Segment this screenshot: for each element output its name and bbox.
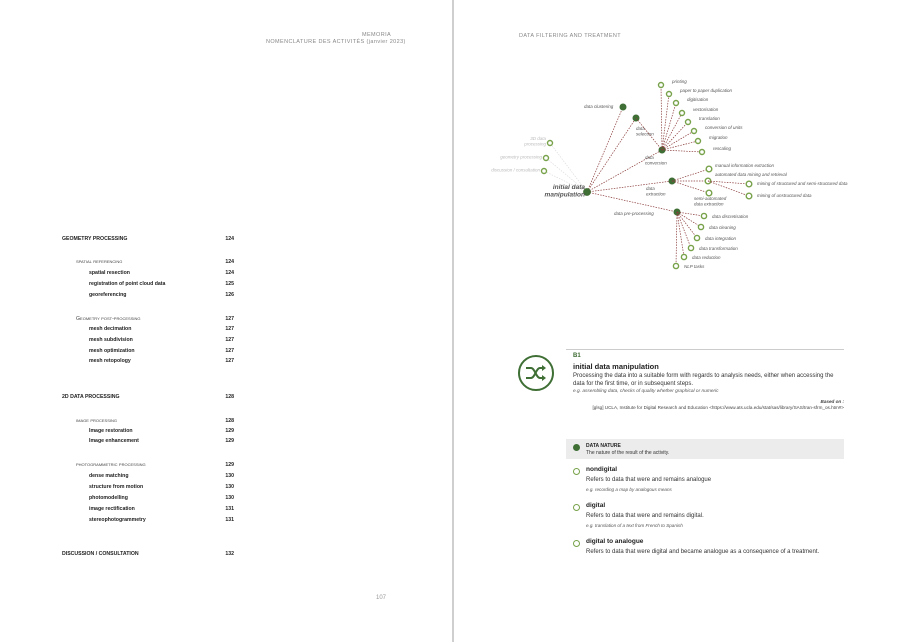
toc-entry-page: 129: [225, 428, 234, 434]
diagram-label: discussion / consultation: [491, 167, 540, 173]
toc-entry-page: 127: [225, 316, 234, 322]
diagram-label: rescaling: [713, 146, 732, 151]
page-number: 107: [376, 595, 387, 601]
toc-entry-label: photogrammetric processing: [76, 462, 146, 468]
diagram-label: migration: [709, 135, 728, 140]
diagram-leaf-node: [696, 139, 701, 144]
option-bullet: [573, 540, 580, 547]
toc-entry-label: spatial resection: [89, 270, 130, 276]
toc-entry-page: 129: [225, 462, 234, 468]
diagram-label: data discretisation: [712, 214, 749, 219]
toc-entry-label: Image enhancement: [89, 438, 139, 444]
diagram-label: translation: [699, 116, 720, 121]
toc-entry-page: 131: [225, 517, 234, 523]
toc-entry-label: mesh subdivision: [89, 337, 133, 343]
diagram-label: printing: [672, 79, 687, 84]
diagram-faded-node: [544, 156, 549, 161]
right-header: DATA FILTERING AND TREATMENT: [519, 33, 622, 39]
option-description: Refers to data that were digital and became analogue as a consequence of a treatment.: [586, 549, 820, 555]
diagram-edge: [587, 118, 636, 192]
data-nature-title: DATA NATURE: [586, 443, 621, 449]
toc-entry-page: 127: [225, 348, 234, 354]
diagram-label: data pre-processing: [614, 211, 654, 216]
diagram-label: data clustering: [584, 104, 614, 109]
diagram-label: digitisation: [687, 97, 709, 102]
left-header-title: MEMORIA: [362, 32, 392, 38]
diagram-edge: [677, 212, 684, 257]
based-on-label: Based on :: [820, 399, 844, 404]
diagram-leaf-node: [674, 101, 679, 106]
left-header-subtitle: NOMENCLATURE DES ACTIVITÉS (janvier 2023): [266, 39, 406, 45]
toc-entry-page: 125: [225, 281, 234, 287]
toc-entry-label: structure from motion: [89, 484, 144, 490]
diagram-leaf-node: [667, 92, 672, 97]
diagram-label: data transformation: [699, 246, 738, 251]
toc-entry-label: Geometry post-processing: [76, 316, 141, 322]
diagram-leaf-node: [706, 190, 712, 196]
toc-entry-label: photomodelling: [89, 495, 128, 501]
option-bullet: [573, 468, 580, 475]
activity-rule: [566, 349, 844, 350]
diagram-edge: [587, 181, 672, 192]
toc-entry-label: spatial referencing: [76, 259, 123, 265]
toc-entry-label: mesh retopology: [89, 358, 131, 364]
diagram-edge: [677, 212, 704, 216]
activity-diagram: [454, 0, 908, 300]
option-description: Refers to data that were and remains digital.: [586, 513, 704, 519]
diagram-edge: [677, 212, 691, 248]
diagram-edge: [677, 212, 697, 238]
diagram-label: processing: [524, 141, 546, 147]
toc-entry[interactable]: [62, 484, 234, 490]
diagram-label: manipulation: [544, 191, 585, 199]
diagram-label: conversion of units: [705, 125, 743, 130]
toc-entry-label: georeferencing: [89, 292, 127, 298]
diagram-edge: [672, 169, 709, 181]
diagram-edge: [587, 107, 623, 192]
diagram-label: data: [645, 155, 654, 160]
toc-entry[interactable]: [62, 292, 234, 298]
diagram-label: initial data: [552, 184, 585, 191]
diagram-label: extraction: [646, 191, 666, 197]
diagram-edge: [708, 181, 749, 196]
toc-entry-page: 128: [225, 418, 234, 424]
diagram-edge: [676, 212, 677, 266]
toc-entry-label: GEOMETRY PROCESSING: [62, 236, 128, 242]
toc-entry[interactable]: [62, 270, 234, 276]
toc-entry[interactable]: [62, 337, 234, 343]
toc-entry-label: registration of point cloud data: [89, 281, 166, 287]
toc-entry-page: 127: [225, 326, 234, 332]
toc-entry[interactable]: [62, 326, 234, 332]
diagram-label: data reduction: [692, 255, 721, 260]
diagram-faded-node: [542, 169, 547, 174]
diagram-label: geometry processing: [500, 154, 542, 160]
toc-entry-label: image processing: [76, 418, 118, 424]
toc-entry-label: dense matching: [89, 473, 129, 479]
diagram-edge: [672, 181, 709, 193]
diagram-leaf-node: [688, 245, 693, 250]
diagram-leaf-node: [692, 129, 697, 134]
diagram-leaf-node: [701, 213, 706, 218]
toc-entry[interactable]: [62, 473, 234, 479]
toc-entry[interactable]: [62, 259, 234, 265]
diagram-leaf-node: [746, 181, 752, 187]
diagram-label: manual information extraction: [715, 163, 775, 168]
toc-entry-page: 130: [225, 495, 234, 501]
diagram-label: mining of unstructured data: [757, 193, 812, 198]
data-nature-box: [566, 439, 844, 459]
diagram-label: selection: [636, 131, 654, 137]
left-page: [0, 0, 452, 642]
toc-entry-page: 127: [225, 337, 234, 343]
activity-title: initial data manipulation: [573, 362, 659, 371]
toc-entry-label: mesh optimization: [89, 348, 135, 354]
diagram-label: data extraction: [694, 201, 724, 207]
toc-entry-page: 128: [225, 394, 234, 400]
toc-entry[interactable]: [62, 495, 234, 501]
diagram-leaf-node: [673, 263, 678, 268]
diagram-edge: [677, 212, 701, 227]
diagram-label: data cleaning: [709, 225, 736, 230]
diagram-edge: [662, 94, 669, 150]
option-title: digital: [586, 502, 606, 509]
activity-icon: [518, 355, 554, 391]
data-nature-subtitle: The nature of the result of the activity.: [586, 450, 670, 456]
toc-entry-label: stereophotogrammetry: [89, 517, 146, 523]
option-example: e.g. translation of a text from French to Spanish: [586, 523, 683, 528]
diagram-label: paper to paper duplication: [680, 88, 733, 93]
toc-entry[interactable]: [62, 462, 234, 468]
diagram-leaf-node: [659, 83, 664, 88]
data-nature-bullet: [573, 444, 580, 451]
diagram-edge: [662, 150, 702, 152]
toc-entry[interactable]: [62, 428, 234, 434]
toc-entry-page: 124: [225, 236, 234, 242]
toc-entry-page: 131: [225, 506, 234, 512]
diagram-leaf-node: [700, 150, 705, 155]
toc-entry[interactable]: [62, 438, 234, 444]
activity-code: B1: [573, 353, 581, 359]
diagram-leaf-node: [681, 254, 686, 259]
diagram-branch-node: [620, 104, 626, 110]
option-example: e.g. recording a map by analogous means: [586, 487, 672, 492]
toc-entry-page: 124: [225, 259, 234, 265]
toc-entry-page: 126: [225, 292, 234, 298]
toc-entry-label: 2D DATA PROCESSING: [62, 394, 120, 400]
diagram-label: NLP tasks: [684, 264, 705, 269]
diagram-leaf-node: [694, 235, 699, 240]
diagram-label: semi-automated: [694, 196, 727, 201]
diagram-leaf-node: [686, 120, 691, 125]
toc-entry-page: 127: [225, 358, 234, 364]
toc-entry-page: 124: [225, 270, 234, 276]
diagram-label: automated data mining and retrieval: [715, 172, 787, 177]
diagram-label: conversion: [645, 160, 667, 166]
activity-reference: [glsg] UCLA, Institute for Digital Research and Education <https://www.ats.ucla.edu/stat/sas/library/SAS/tran-sfrm_os.htm#>: [592, 405, 844, 410]
diagram-faded-node: [548, 141, 553, 146]
toc-entry[interactable]: [62, 316, 234, 322]
shuffle-icon: [525, 364, 547, 382]
toc-entry[interactable]: [62, 418, 234, 424]
toc-entry-label: mesh decimation: [89, 326, 132, 332]
diagram-label: data: [636, 126, 645, 131]
diagram-edge: [662, 141, 698, 150]
option-description: Refers to data that were and remains analogue: [586, 477, 712, 483]
activity-example: e.g. assembling data, checks of quality whether graphical or numeric: [573, 389, 719, 394]
toc-entry[interactable]: [62, 394, 234, 400]
toc-entry-label: image rectification: [89, 506, 135, 512]
toc-entry[interactable]: [62, 517, 234, 523]
option-bullet: [573, 504, 580, 511]
diagram-label: data integration: [705, 236, 737, 241]
option-title: nondigital: [586, 466, 618, 473]
diagram-label: data: [646, 186, 655, 191]
diagram-label: vectorisation: [693, 107, 719, 112]
toc-entry[interactable]: [62, 281, 234, 287]
toc-entry-page: 129: [225, 438, 234, 444]
toc-entry-page: 130: [225, 484, 234, 490]
toc-entry[interactable]: [62, 551, 234, 557]
diagram-label: 3D data: [530, 136, 546, 141]
toc-entry-page: 130: [225, 473, 234, 479]
diagram-edge: [661, 85, 662, 150]
option-title: digital to analogue: [586, 538, 644, 545]
toc-entry[interactable]: [62, 506, 234, 512]
diagram-label: mining of structured and semi-structured data: [757, 181, 848, 186]
diagram-leaf-node: [706, 166, 712, 172]
diagram-leaf-node: [698, 224, 703, 229]
toc-entry-label: DISCUSSION / CONSULTATION: [62, 551, 139, 557]
diagram-leaf-node: [680, 111, 685, 116]
toc-entry-label: Image restoration: [89, 428, 133, 434]
toc-entry-page: 132: [225, 551, 234, 557]
toc-entry[interactable]: [62, 348, 234, 354]
toc-entry[interactable]: [62, 236, 234, 242]
toc-entry[interactable]: [62, 358, 234, 364]
diagram-leaf-node: [746, 193, 752, 199]
activity-description: Processing the data into a suitable form with regards to analysis needs, either when accessing the data for the first time, or in subsequent steps.: [573, 373, 834, 387]
